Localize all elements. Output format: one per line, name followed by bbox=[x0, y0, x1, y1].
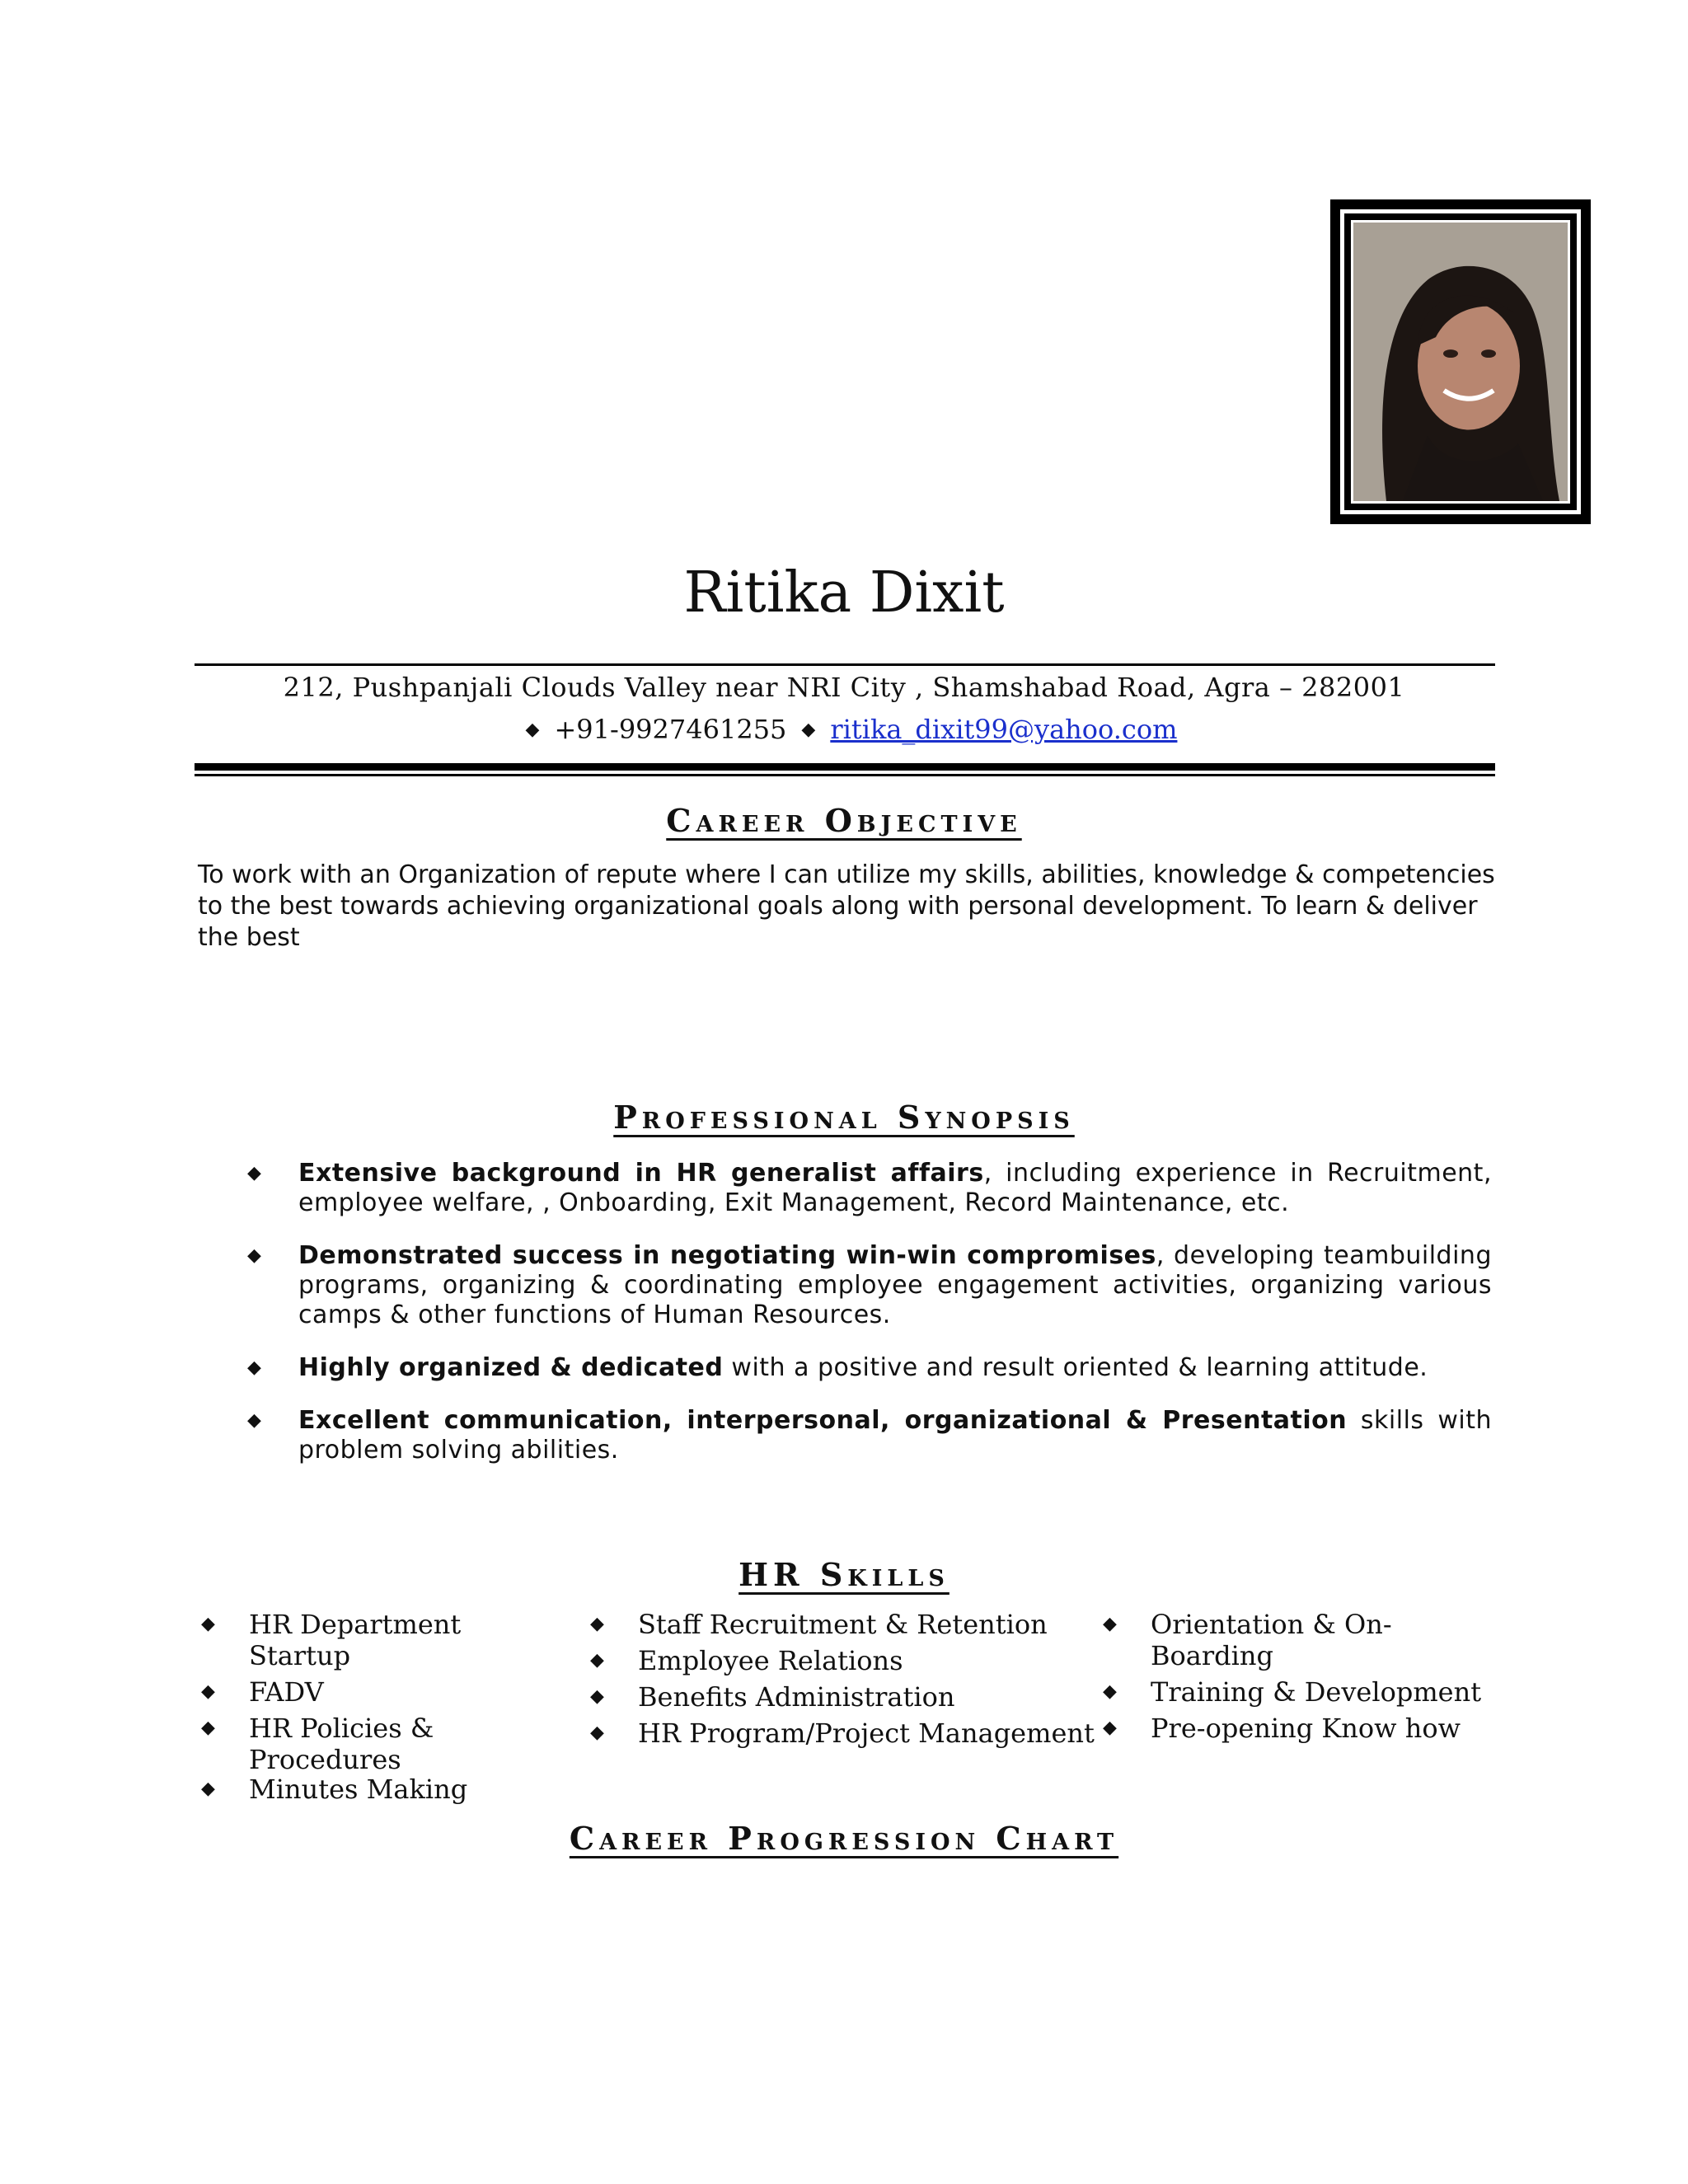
professional-synopsis-heading: Professional Synopsis bbox=[613, 1099, 1075, 1136]
diamond-bullet-icon: ◆ bbox=[247, 1410, 262, 1431]
diamond-bullet-icon: ◆ bbox=[1103, 1718, 1117, 1738]
profile-photo bbox=[1330, 199, 1591, 524]
skills-column-3 bbox=[1103, 1609, 1498, 1749]
diamond-bullet-icon: ◆ bbox=[1103, 1681, 1117, 1702]
contact-line bbox=[0, 714, 1688, 745]
diamond-bullet-icon: ◆ bbox=[201, 1779, 215, 1799]
list-item: ◆ Demonstrated success in negotiating win-win compromises, developing teambuilding programs, organizing & coordinating employee engagement activities, organizing various camps & other functions of Human Resources. bbox=[247, 1241, 1492, 1329]
list-item: ◆ HR Department Startup bbox=[201, 1609, 462, 1671]
hr-skills-heading: HR Skills bbox=[738, 1556, 950, 1593]
list-item: ◆ HR Policies & Procedures bbox=[201, 1713, 434, 1775]
diamond-bullet-icon: ◆ bbox=[201, 1614, 215, 1634]
diamond-bullet-icon: ◆ bbox=[201, 1681, 215, 1702]
list-item: ◆ Training & Development bbox=[1103, 1676, 1482, 1708]
synopsis-list bbox=[247, 1159, 1492, 1488]
career-objective-text: To work with an Organization of repute where I can utilize my skills, abilities, knowledge & competencies to the best towards achieving organizational goals along with personal development. To learn & deliver the best bbox=[198, 860, 1495, 952]
phone-number: +91-9927461255 bbox=[554, 714, 787, 745]
skills-column-2 bbox=[590, 1609, 1101, 1754]
diamond-bullet-icon: ◆ bbox=[247, 1245, 262, 1266]
address: 212, Pushpanjali Clouds Valley near NRI City , Shamshabad Road, Agra – 282001 bbox=[283, 672, 1405, 703]
list-item: ◆ Extensive background in HR generalist affairs, including experience in Recruitment, employee welfare, , Onboarding, Exit Management, Record Maintenance, etc. bbox=[247, 1159, 1492, 1217]
list-item: ◆ Pre-opening Know how bbox=[1103, 1713, 1461, 1744]
diamond-bullet-icon: ◆ bbox=[590, 1614, 604, 1634]
diamond-bullet-icon: ◆ bbox=[525, 719, 540, 740]
list-item: ◆ Orientation & On-Boarding bbox=[1103, 1609, 1392, 1671]
list-item: ◆ Excellent communication, interpersonal, organizational & Presentation skills with problem solving abilities. bbox=[247, 1406, 1492, 1465]
candidate-name: Ritika Dixit bbox=[683, 560, 1005, 626]
diamond-bullet-icon: ◆ bbox=[1103, 1614, 1117, 1634]
email-link[interactable]: ritika_dixit99@yahoo.com bbox=[830, 714, 1178, 745]
diamond-bullet-icon: ◆ bbox=[201, 1718, 215, 1738]
header-double-rule bbox=[195, 763, 1495, 771]
diamond-bullet-icon: ◆ bbox=[801, 719, 816, 740]
diamond-bullet-icon: ◆ bbox=[590, 1686, 604, 1707]
list-item: ◆ Employee Relations bbox=[590, 1645, 903, 1676]
diamond-bullet-icon: ◆ bbox=[590, 1650, 604, 1671]
list-item: ◆ FADV bbox=[201, 1676, 324, 1708]
diamond-bullet-icon: ◆ bbox=[590, 1722, 604, 1743]
portrait-image bbox=[1353, 223, 1568, 501]
list-item: ◆ Highly organized & dedicated with a positive and result oriented & learning attitude. bbox=[247, 1353, 1428, 1382]
career-objective-heading: Career Objective bbox=[666, 802, 1022, 839]
list-item: ◆ Minutes Making bbox=[201, 1774, 468, 1805]
career-progression-heading: Career Progression Chart bbox=[569, 1820, 1119, 1857]
diamond-bullet-icon: ◆ bbox=[247, 1357, 262, 1378]
list-item: ◆ Benefits Administration bbox=[590, 1681, 955, 1713]
header-divider bbox=[195, 663, 1495, 666]
list-item: ◆ HR Program/Project Management bbox=[590, 1718, 1095, 1749]
list-item: ◆ Staff Recruitment & Retention bbox=[590, 1609, 1048, 1640]
skills-column-1 bbox=[201, 1609, 564, 1810]
diamond-bullet-icon: ◆ bbox=[247, 1163, 262, 1183]
header-double-rule-thin bbox=[195, 774, 1495, 776]
